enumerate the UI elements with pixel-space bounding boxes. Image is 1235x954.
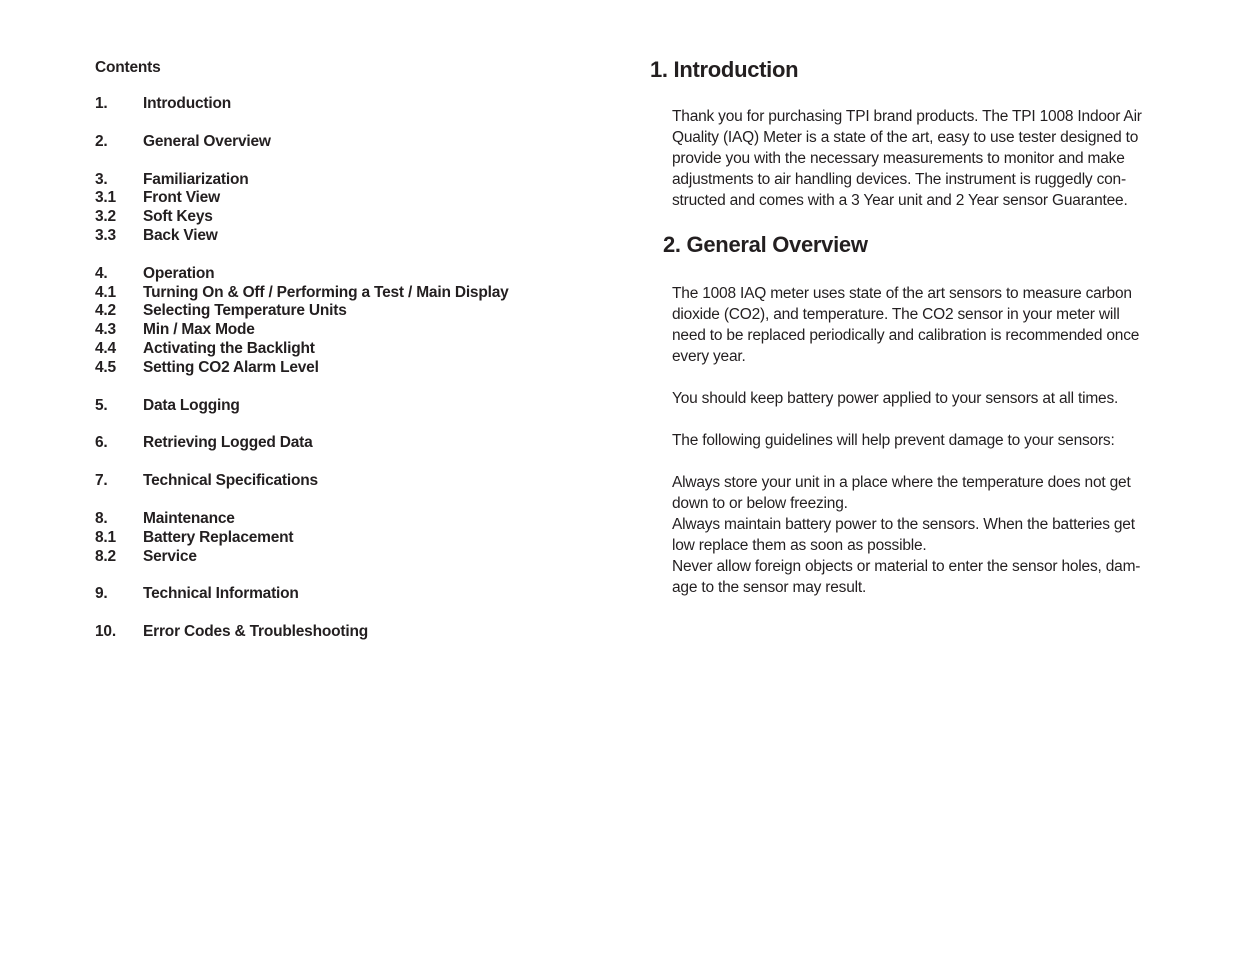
toc-entry-number: 2. — [95, 132, 108, 150]
toc-entry-number: 3. — [95, 170, 108, 188]
section-heading-introduction: 1. Introduction — [650, 57, 799, 82]
paragraph-gap — [672, 451, 1167, 472]
toc-entry-label: Min / Max Mode — [143, 321, 255, 339]
paragraph-gap — [672, 409, 1167, 430]
toc-title: Contents — [95, 59, 161, 76]
toc-group — [95, 397, 565, 416]
section-heading-general-overview: 2. General Overview — [663, 232, 868, 257]
toc-entry — [95, 623, 565, 642]
guidelines-intro: The following guidelines will help prevent damage to your sensors: — [672, 432, 1115, 449]
toc-entry — [95, 340, 565, 359]
toc-entry — [95, 208, 565, 227]
toc-group — [95, 623, 565, 642]
toc-entry — [95, 585, 565, 604]
toc-entry-label: Familiarization — [143, 170, 249, 188]
toc-entry-label: Technical Specifications — [143, 472, 318, 490]
toc-entry-number: 4.1 — [95, 283, 116, 301]
toc-entry-number: 4. — [95, 264, 108, 282]
toc-entry — [95, 302, 565, 321]
toc-entry-number: 9. — [95, 585, 108, 603]
toc-entry-label: Turning On & Off / Performing a Test / Main Display — [143, 283, 509, 301]
toc-entry-label: Introduction — [143, 95, 231, 112]
toc-entry-label: Technical Information — [143, 585, 299, 603]
toc-entry-label: Setting CO2 Alarm Level — [143, 358, 319, 376]
toc-group — [95, 585, 565, 604]
text-line: dioxide (CO2), and temperature. The CO2 sensor in your meter will — [672, 306, 1120, 323]
toc-entry-number: 3.3 — [95, 226, 116, 244]
text-line: Always maintain battery power to the sensors. When the batteries get — [672, 516, 1135, 533]
text-line: Thank you for purchasing TPI brand products. The TPI 1008 Indoor Air — [672, 108, 1142, 125]
toc-entry-number: 1. — [95, 95, 108, 112]
toc-group — [95, 133, 565, 152]
toc-entry-number: 4.4 — [95, 339, 116, 357]
introduction-paragraph — [672, 106, 1167, 211]
table-of-contents — [95, 58, 565, 661]
toc-entry-number: 4.2 — [95, 302, 116, 320]
text-line: structed and comes with a 3 Year unit and 2 Year sensor Guarantee. — [672, 192, 1128, 209]
overview-paragraph — [672, 283, 1167, 367]
toc-entry-number: 8.2 — [95, 547, 116, 565]
toc-group — [95, 95, 565, 114]
toc-entry — [95, 265, 565, 284]
toc-group — [95, 472, 565, 491]
text-line: every year. — [672, 348, 746, 365]
text-line: provide you with the necessary measurements to monitor and make — [672, 150, 1125, 167]
toc-entry-number: 6. — [95, 434, 108, 452]
text-line: down to or below freezing. — [672, 495, 848, 512]
toc-entry-number: 8. — [95, 509, 108, 527]
toc-entry-number: 3.2 — [95, 208, 116, 226]
text-line: low replace them as soon as possible. — [672, 537, 927, 554]
toc-entry-number: 4.3 — [95, 321, 116, 339]
toc-entry-label: Front View — [143, 189, 220, 207]
guidelines-list — [672, 472, 1167, 598]
toc-entry-label: Maintenance — [143, 509, 235, 527]
toc-entry-label: Battery Replacement — [143, 528, 294, 546]
text-line: The 1008 IAQ meter uses state of the art sensors to measure carbon — [672, 285, 1132, 302]
toc-entry — [95, 227, 565, 246]
toc-entry — [95, 171, 565, 190]
toc-entry-number: 5. — [95, 396, 108, 414]
toc-entry — [95, 95, 565, 114]
general-overview-body — [672, 283, 1167, 598]
toc-entry-number: 8.1 — [95, 528, 116, 546]
toc-group — [95, 434, 565, 453]
toc-entry — [95, 133, 565, 152]
toc-entry-number: 10. — [95, 623, 116, 641]
toc-entry — [95, 321, 565, 340]
toc-entry — [95, 529, 565, 548]
toc-entry-label: Error Codes & Troubleshooting — [143, 623, 368, 641]
toc-entry-number: 7. — [95, 472, 108, 490]
paragraph-gap — [672, 367, 1167, 388]
toc-entry — [95, 284, 565, 303]
toc-entry-label: Back View — [143, 226, 218, 244]
toc-entry — [95, 434, 565, 453]
text-line: Never allow foreign objects or material to enter the sensor holes, dam- — [672, 558, 1141, 575]
text-line: age to the sensor may result. — [672, 579, 867, 596]
text-line: need to be replaced periodically and calibration is recommended once — [672, 327, 1140, 344]
toc-entry — [95, 359, 565, 378]
toc-entry-label: Soft Keys — [143, 208, 213, 226]
toc-entry-label: Selecting Temperature Units — [143, 302, 347, 320]
toc-entry — [95, 397, 565, 416]
toc-entry-number: 3.1 — [95, 189, 116, 207]
toc-entry — [95, 189, 565, 208]
toc-entry — [95, 472, 565, 491]
toc-entry-label: Retrieving Logged Data — [143, 434, 313, 452]
battery-paragraph: You should keep battery power applied to your sensors at all times. — [672, 390, 1119, 407]
toc-entry-label: Operation — [143, 264, 215, 282]
toc-entry — [95, 548, 565, 567]
text-line: Quality (IAQ) Meter is a state of the art, easy to use tester designed to — [672, 129, 1139, 146]
toc-group — [95, 265, 565, 378]
toc-entry-number: 4.5 — [95, 358, 116, 376]
toc-entry-label: Service — [143, 547, 197, 565]
text-line: adjustments to air handling devices. The instrument is ruggedly con- — [672, 171, 1126, 188]
text-line: Always store your unit in a place where the temperature does not get — [672, 474, 1131, 491]
toc-group — [95, 171, 565, 246]
toc-entry — [95, 510, 565, 529]
toc-group — [95, 510, 565, 566]
main-content — [650, 56, 1170, 598]
toc-entry-label: Data Logging — [143, 396, 240, 414]
toc-entry-label: Activating the Backlight — [143, 339, 315, 357]
toc-entry-label: General Overview — [143, 132, 271, 150]
